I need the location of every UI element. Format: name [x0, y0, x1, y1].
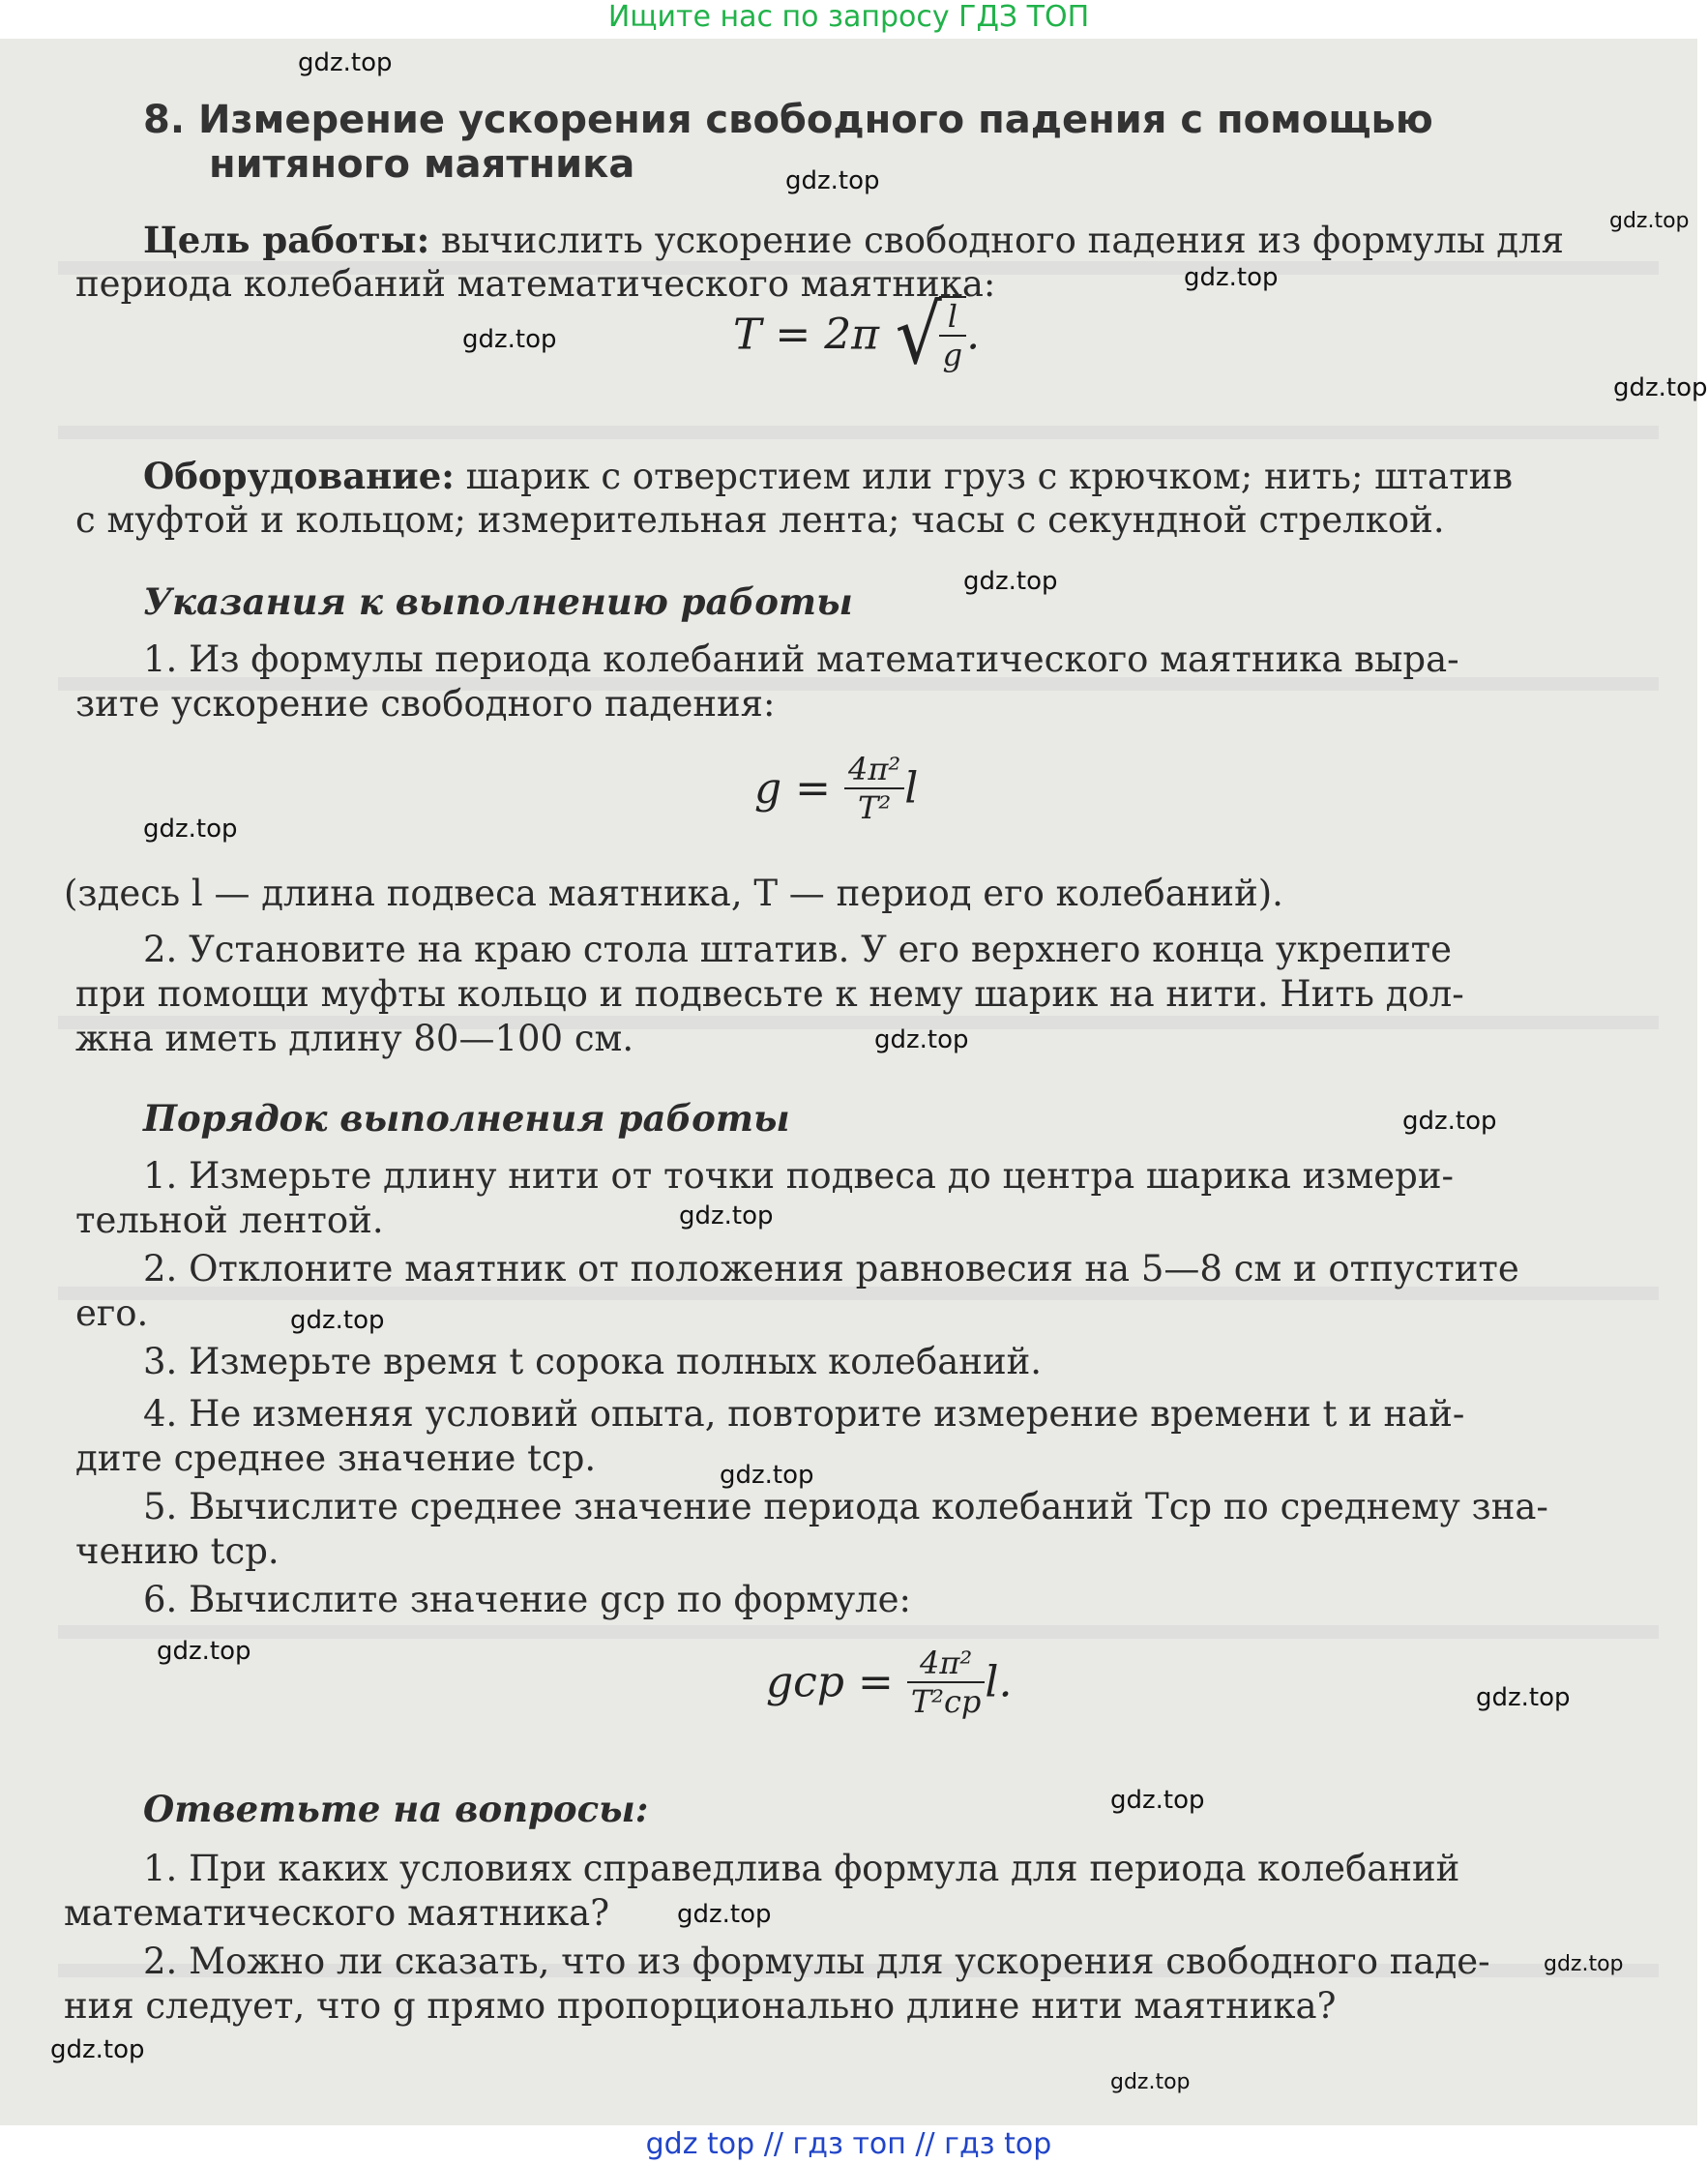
book-page — [0, 39, 1708, 2125]
question2-line2: ния следует, что g прямо пропорционально длине нити маятника? — [64, 1985, 1337, 2027]
formula1-tail: . — [966, 310, 981, 360]
question1-line1: 1. При каких условиях справедлива формула для периода колебаний — [143, 1848, 1460, 1889]
step1-line2: тельной лентой. — [75, 1200, 384, 1241]
instr1-line2: зите ускорение свободного падения: — [75, 683, 776, 725]
watermark: gdz.top — [1613, 373, 1708, 402]
goal-label: Цель работы: — [143, 219, 430, 261]
step4-line1: 4. Не изменяя условий опыта, повторите измерение времени t и най- — [143, 1393, 1465, 1435]
formula1-lhs: T = 2π — [733, 310, 880, 360]
watermark: gdz.top — [679, 1201, 774, 1230]
section-title-line2: нитяного маятника — [209, 142, 635, 187]
formula2-lhs: g = — [754, 763, 832, 814]
watermark: gdz.top — [1476, 1683, 1571, 1712]
instructions-heading: Указания к выполнению работы — [143, 580, 853, 623]
formula3-tail: l. — [985, 1657, 1013, 1707]
watermark: gdz.top — [143, 815, 238, 844]
goal-text1: вычислить ускорение свободного падения из формулы для — [441, 220, 1564, 261]
watermark: gdz.top — [677, 1900, 772, 1929]
watermark: gdz.top — [1110, 1786, 1205, 1815]
equipment-label: Оборудование: — [143, 455, 455, 497]
acceleration-formula — [754, 751, 918, 826]
watermark: gdz.top — [1184, 263, 1279, 292]
instr2-line1: 2. Установите на краю стола штатив. У его верхнего конца укрепите — [143, 929, 1453, 970]
goal-line1 — [143, 219, 1564, 262]
formula2-tail: l — [904, 763, 919, 814]
instr2-line3: жна иметь длину 80—100 см. — [75, 1018, 634, 1059]
watermark: gdz.top — [50, 2035, 145, 2064]
step2-line2: его. — [75, 1292, 149, 1334]
question1-line2: математического маятника? — [64, 1892, 610, 1934]
watermark: gdz.top — [785, 166, 880, 195]
bleed-line — [58, 1625, 1659, 1639]
step5-line2: чению tср. — [75, 1530, 280, 1572]
formula2-denominator: T² — [858, 789, 892, 826]
goal-line2: периода колебаний математического маятника: — [75, 263, 996, 305]
watermark: gdz.top — [874, 1025, 969, 1054]
step2-line1: 2. Отклоните маятник от положения равновесия на 5—8 см и отпустите — [143, 1248, 1519, 1290]
step6: 6. Вычислите значение gср по формуле: — [143, 1579, 911, 1620]
instr2-line2: при помощи муфты кольцо и подвесьте к нему шарик на нити. Нить дол- — [75, 973, 1464, 1015]
watermark: gdz.top — [298, 48, 393, 77]
instr1-line1: 1. Из формулы периода колебаний математического маятника выра- — [143, 638, 1459, 680]
top-banner[interactable]: Ищите нас по запросу ГДЗ ТОП — [607, 0, 1090, 34]
watermark: gdz.top — [157, 1637, 251, 1666]
formula3-denominator: T²ср — [910, 1683, 982, 1720]
section-title-line1: 8. Измерение ускорения свободного падения с помощью — [143, 98, 1433, 142]
formula1-denominator: g — [942, 337, 963, 373]
footer-links[interactable]: gdz top // гдз топ // гдз top — [645, 2127, 1052, 2161]
equipment-line1 — [143, 455, 1513, 498]
watermark: gdz.top — [1609, 209, 1690, 233]
watermark: gdz.top — [462, 325, 557, 354]
equipment-text1: шарик с отверстием или груз с крючком; нить; штатив — [465, 456, 1514, 497]
watermark: gdz.top — [1402, 1107, 1497, 1136]
bleed-line — [58, 426, 1659, 439]
formula2-numerator: 4π² — [844, 751, 904, 789]
watermark: gdz.top — [290, 1306, 385, 1335]
sqrt-symbol: √ $\frac{l}{g}$ — [893, 294, 966, 375]
questions-heading: Ответьте на вопросы: — [143, 1788, 649, 1830]
equipment-line2: с муфтой и кольцом; измерительная лента; часы с секундной стрелкой. — [75, 499, 1445, 541]
watermark: gdz.top — [720, 1461, 814, 1490]
watermark: gdz.top — [1544, 1952, 1624, 1976]
average-g-formula — [766, 1645, 1012, 1720]
step1-line1: 1. Измерьте длину нити от точки подвеса до центра шарика измери- — [143, 1155, 1454, 1197]
formula1-numerator: l — [939, 298, 966, 337]
watermark: gdz.top — [963, 567, 1058, 596]
step3: 3. Измерьте время t сорока полных колебаний. — [143, 1341, 1043, 1382]
period-formula — [733, 287, 981, 382]
formula3-lhs: gср = — [766, 1657, 894, 1707]
formula3-numerator: 4π² — [907, 1645, 986, 1683]
watermark: gdz.top — [1110, 2070, 1191, 2094]
question2-line1: 2. Можно ли сказать, что из формулы для ускорения свободного паде- — [143, 1941, 1490, 1982]
step4-line2: дите среднее значение tср. — [75, 1438, 597, 1479]
formula-note: (здесь l — длина подвеса маятника, T — период его колебаний). — [64, 873, 1283, 914]
procedure-heading: Порядок выполнения работы — [143, 1097, 790, 1140]
step5-line1: 5. Вычислите среднее значение периода колебаний Tср по среднему зна- — [143, 1486, 1548, 1527]
